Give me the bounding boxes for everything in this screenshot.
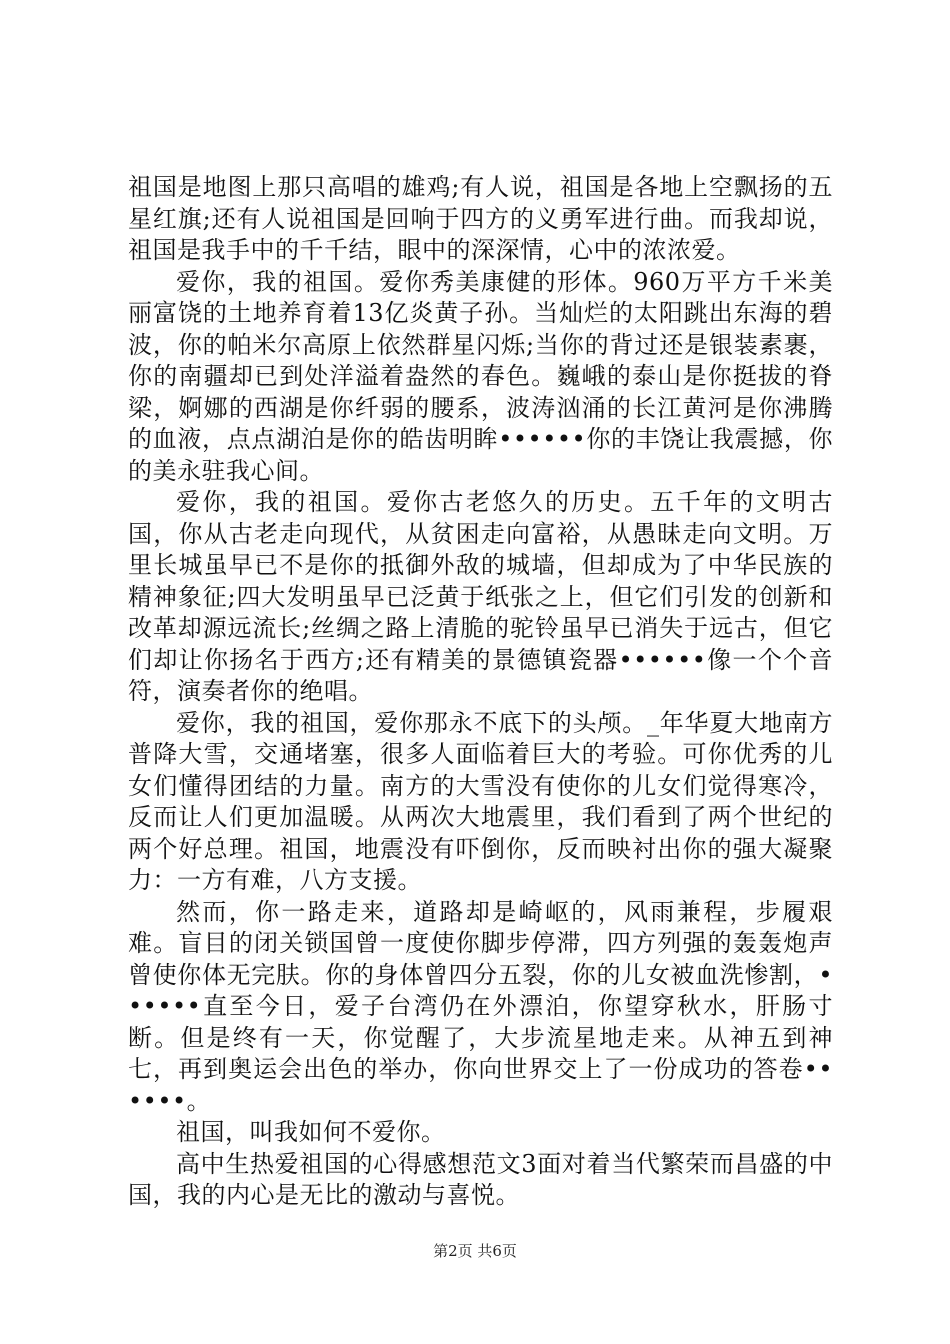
paragraph-1: 祖国是地图上那只高唱的雄鸡;有人说，祖国是各地上空飘扬的五星红旗;还有人说祖国是回响于四方的义勇军进行曲。而我却说，祖国是我手中的千千结，眼中的深深情，心中的浓浓爱。 bbox=[128, 173, 833, 264]
paragraph-3: 爱你，我的祖国。爱你古老悠久的历史。五千年的文明古国，你从古老走向现代，从贫困走向富裕，从愚昧走向文明。万里长城虽早已不是你的抵御外敌的城墙，但却成为了中华民族的精神象征;四大发明虽早已泛黄于纸张之上，但它们引发的创新和改革却源远流长;丝绸之路上清脆的驼铃虽早已消失于远古，但它们却让你扬名于西方;还有精美的景德镇瓷器••••••像一个个音符，演奏者你的绝唱。 bbox=[128, 488, 833, 705]
page-number-footer: 第2页 共6页 bbox=[433, 1242, 517, 1260]
paragraph-7: 高中生热爱祖国的心得感想范文3面对着当代繁荣而昌盛的中国，我的内心是无比的激动与喜悦。 bbox=[128, 1149, 833, 1209]
document-body bbox=[128, 172, 833, 1212]
paragraph-6: 祖国，叫我如何不爱你。 bbox=[176, 1118, 446, 1146]
paragraph-2: 爱你，我的祖国。爱你秀美康健的形体。960万平方千米美丽富饶的土地养育着13亿炎黄子孙。当灿烂的太阳跳出东海的碧波，你的帕米尔高原上依然群星闪烁;当你的背过还是银装素裹，你的南疆却已到处洋溢着盎然的春色。巍峨的泰山是你挺拔的脊梁，婀娜的西湖是你纤弱的腰系，波涛汹涌的长江黄河是你沸腾的血液，点点湖泊是你的皓齿明眸••••••你的丰饶让我震撼，你的美永驻我心间。 bbox=[128, 267, 833, 485]
paragraph-5: 然而，你一路走来，道路却是崎岖的，风雨兼程，步履艰难。盲目的闭关锁国曾一度使你脚步停滞，四方列强的轰轰炮声曾使你体无完肤。你的身体曾四分五裂，你的儿女被血洗惨割，••••••直至今日，爱子台湾仍在外漂泊，你望穿秋水，肝肠寸断。但是终有一天，你觉醒了，大步流星地走来。从神五到神七，再到奥运会出色的举办，你向世界交上了一份成功的答卷••••••。 bbox=[128, 897, 833, 1115]
paragraph-4: 爱你，我的祖国，爱你那永不底下的头颅。_年华夏大地南方普降大雪，交通堵塞，很多人面临着巨大的考验。可你优秀的儿女们懂得团结的力量。南方的大雪没有使你的儿女们觉得寒冷，反而让人们更加温暖。从两次大地震里，我们看到了两个世纪的两个好总理。祖国，地震没有吓倒你，反而映衬出你的强大凝聚力：一方有难，八方支援。 bbox=[128, 708, 833, 894]
